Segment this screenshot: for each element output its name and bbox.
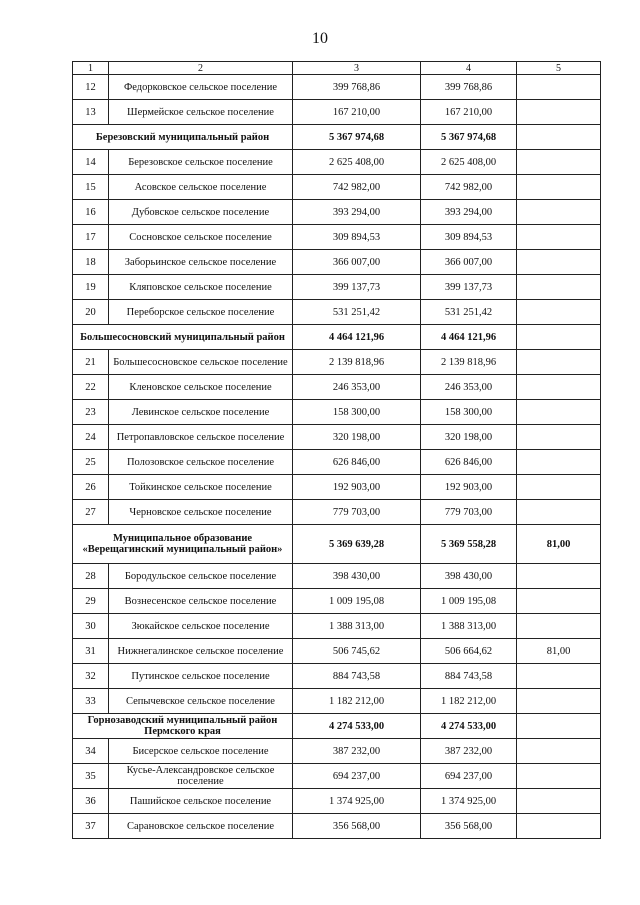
settlement-row: [73, 764, 601, 789]
settlement-row: [73, 400, 601, 425]
amount-col5-cell: [517, 375, 601, 400]
amount-col5-cell: [517, 589, 601, 614]
district-group-row: [73, 714, 601, 739]
header-cell: 1: [73, 62, 109, 75]
row-number-cell: 31: [73, 639, 109, 664]
settlement-row: [73, 350, 601, 375]
row-number-cell: 17: [73, 225, 109, 250]
amount-col5-cell: [517, 475, 601, 500]
page-number: 10: [312, 30, 328, 47]
settlement-row: [73, 500, 601, 525]
settlement-row: [73, 100, 601, 125]
settlement-name-cell: Тойкинское сельское поселение: [109, 475, 293, 500]
amount-col3-cell: 1 009 195,08: [293, 589, 421, 614]
row-number-cell: 20: [73, 300, 109, 325]
settlement-row: [73, 150, 601, 175]
amount-col4-cell: 309 894,53: [421, 225, 517, 250]
amount-col4-cell: 626 846,00: [421, 450, 517, 475]
amount-col5-cell: [517, 150, 601, 175]
amount-col3-cell: 742 982,00: [293, 175, 421, 200]
amount-col4-cell: 1 374 925,00: [421, 789, 517, 814]
settlement-row: [73, 564, 601, 589]
amount-col3-cell: 192 903,00: [293, 475, 421, 500]
settlement-row: [73, 639, 601, 664]
settlement-row: [73, 300, 601, 325]
amount-col4-cell: 246 353,00: [421, 375, 517, 400]
row-number-cell: 23: [73, 400, 109, 425]
settlement-name-cell: Кленовское сельское поселение: [109, 375, 293, 400]
amount-col5-cell: [517, 714, 601, 739]
amount-col3-cell: 4 464 121,96: [293, 325, 421, 350]
district-name-cell: Березовский муниципальный район: [73, 125, 293, 150]
settlement-row: [73, 175, 601, 200]
settlement-name-cell: Асовское сельское поселение: [109, 175, 293, 200]
amount-col4-cell: 694 237,00: [421, 764, 517, 789]
settlement-row: [73, 75, 601, 100]
header-cell: 2: [109, 62, 293, 75]
amount-col3-cell: 387 232,00: [293, 739, 421, 764]
amount-col5-cell: [517, 275, 601, 300]
settlement-name-cell: Березовское сельское поселение: [109, 150, 293, 175]
settlement-row: [73, 814, 601, 839]
settlement-row: [73, 375, 601, 400]
amount-col5-cell: [517, 325, 601, 350]
amount-col4-cell: 2 625 408,00: [421, 150, 517, 175]
settlement-row: [73, 275, 601, 300]
district-name-cell: Горнозаводский муниципальный район Пермского края: [73, 714, 293, 739]
row-number-cell: 15: [73, 175, 109, 200]
table-body: [73, 62, 601, 839]
settlement-name-cell: Бородульское сельское поселение: [109, 564, 293, 589]
row-number-cell: 27: [73, 500, 109, 525]
amount-col4-cell: 884 743,58: [421, 664, 517, 689]
row-number-cell: 19: [73, 275, 109, 300]
amount-col5-cell: [517, 614, 601, 639]
settlement-name-cell: Черновское сельское поселение: [109, 500, 293, 525]
settlement-name-cell: Переборское сельское поселение: [109, 300, 293, 325]
amount-col4-cell: 742 982,00: [421, 175, 517, 200]
amount-col5-cell: [517, 664, 601, 689]
settlement-row: [73, 689, 601, 714]
row-number-cell: 16: [73, 200, 109, 225]
amount-col4-cell: 398 430,00: [421, 564, 517, 589]
amount-col3-cell: 5 367 974,68: [293, 125, 421, 150]
settlement-name-cell: Сепычевское сельское поселение: [109, 689, 293, 714]
settlement-name-cell: Кляповское сельское поселение: [109, 275, 293, 300]
settlement-name-cell: Пашийское сельское поселение: [109, 789, 293, 814]
row-number-cell: 30: [73, 614, 109, 639]
settlement-row: [73, 450, 601, 475]
settlement-row: [73, 739, 601, 764]
settlement-name-cell: Большесосновское сельское поселение: [109, 350, 293, 375]
settlement-row: [73, 589, 601, 614]
amount-col4-cell: 2 139 818,96: [421, 350, 517, 375]
amount-col3-cell: 356 568,00: [293, 814, 421, 839]
amount-col5-cell: [517, 500, 601, 525]
district-name-cell: Большесосновский муниципальный район: [73, 325, 293, 350]
row-number-cell: 21: [73, 350, 109, 375]
amount-col5-cell: [517, 739, 601, 764]
amount-col3-cell: 694 237,00: [293, 764, 421, 789]
district-group-row: [73, 525, 601, 564]
amount-col3-cell: 158 300,00: [293, 400, 421, 425]
amount-col4-cell: 393 294,00: [421, 200, 517, 225]
settlement-name-cell: Дубовское сельское поселение: [109, 200, 293, 225]
district-group-row: [73, 325, 601, 350]
amount-col3-cell: 1 182 212,00: [293, 689, 421, 714]
amount-col5-cell: [517, 175, 601, 200]
amount-col5-cell: 81,00: [517, 639, 601, 664]
amount-col3-cell: 246 353,00: [293, 375, 421, 400]
amount-col3-cell: 779 703,00: [293, 500, 421, 525]
amount-col3-cell: 2 139 818,96: [293, 350, 421, 375]
row-number-cell: 37: [73, 814, 109, 839]
amount-col4-cell: 399 768,86: [421, 75, 517, 100]
amount-col3-cell: 309 894,53: [293, 225, 421, 250]
row-number-cell: 29: [73, 589, 109, 614]
amount-col4-cell: 779 703,00: [421, 500, 517, 525]
amount-col4-cell: 4 274 533,00: [421, 714, 517, 739]
amount-col5-cell: [517, 564, 601, 589]
amount-col3-cell: 884 743,58: [293, 664, 421, 689]
settlement-name-cell: Вознесенское сельское поселение: [109, 589, 293, 614]
row-number-cell: 32: [73, 664, 109, 689]
amount-col4-cell: 4 464 121,96: [421, 325, 517, 350]
amount-col5-cell: [517, 100, 601, 125]
settlement-row: [73, 200, 601, 225]
amount-col5-cell: [517, 789, 601, 814]
row-number-cell: 35: [73, 764, 109, 789]
amount-col5-cell: [517, 425, 601, 450]
amount-col4-cell: 531 251,42: [421, 300, 517, 325]
amount-col4-cell: 399 137,73: [421, 275, 517, 300]
settlement-name-cell: Левинское сельское поселение: [109, 400, 293, 425]
amount-col5-cell: [517, 75, 601, 100]
amount-col4-cell: 5 369 558,28: [421, 525, 517, 564]
amount-col5-cell: [517, 450, 601, 475]
amount-col3-cell: 1 388 313,00: [293, 614, 421, 639]
row-number-cell: 24: [73, 425, 109, 450]
amount-col5-cell: [517, 125, 601, 150]
row-number-cell: 33: [73, 689, 109, 714]
amount-col5-cell: [517, 250, 601, 275]
amount-col5-cell: [517, 689, 601, 714]
amount-col4-cell: 1 182 212,00: [421, 689, 517, 714]
header-cell: 3: [293, 62, 421, 75]
row-number-cell: 14: [73, 150, 109, 175]
district-name-cell: Муниципальное образование «Верещагинский муниципальный район»: [73, 525, 293, 564]
amount-col3-cell: 531 251,42: [293, 300, 421, 325]
amount-col5-cell: 81,00: [517, 525, 601, 564]
settlement-name-cell: Нижнегалинское сельское поселение: [109, 639, 293, 664]
amount-col4-cell: 5 367 974,68: [421, 125, 517, 150]
settlement-row: [73, 425, 601, 450]
amount-col5-cell: [517, 300, 601, 325]
settlement-row: [73, 250, 601, 275]
row-number-cell: 22: [73, 375, 109, 400]
settlement-name-cell: Сарановское сельское поселение: [109, 814, 293, 839]
settlement-name-cell: Федорковское сельское поселение: [109, 75, 293, 100]
row-number-cell: 28: [73, 564, 109, 589]
settlement-name-cell: Заборьинское сельское поселение: [109, 250, 293, 275]
header-cell: 5: [517, 62, 601, 75]
settlement-name-cell: Путинское сельское поселение: [109, 664, 293, 689]
amount-col3-cell: 167 210,00: [293, 100, 421, 125]
settlement-row: [73, 225, 601, 250]
header-cell: 4: [421, 62, 517, 75]
settlement-row: [73, 789, 601, 814]
amount-col5-cell: [517, 350, 601, 375]
row-number-cell: 13: [73, 100, 109, 125]
settlement-name-cell: Кусье-Александровское сельское поселение: [109, 764, 293, 789]
amount-col4-cell: 506 664,62: [421, 639, 517, 664]
amount-col4-cell: 1 388 313,00: [421, 614, 517, 639]
row-number-cell: 12: [73, 75, 109, 100]
amount-col3-cell: 506 745,62: [293, 639, 421, 664]
amount-col3-cell: 320 198,00: [293, 425, 421, 450]
amount-col5-cell: [517, 400, 601, 425]
settlement-row: [73, 614, 601, 639]
row-number-cell: 18: [73, 250, 109, 275]
amount-col3-cell: 393 294,00: [293, 200, 421, 225]
amount-col3-cell: 626 846,00: [293, 450, 421, 475]
amount-col3-cell: 1 374 925,00: [293, 789, 421, 814]
settlement-name-cell: Зюкайское сельское поселение: [109, 614, 293, 639]
amount-col4-cell: 356 568,00: [421, 814, 517, 839]
district-group-row: [73, 125, 601, 150]
amount-col5-cell: [517, 764, 601, 789]
settlement-name-cell: Полозовское сельское поселение: [109, 450, 293, 475]
amount-col4-cell: 320 198,00: [421, 425, 517, 450]
amount-col3-cell: 4 274 533,00: [293, 714, 421, 739]
amount-col3-cell: 399 768,86: [293, 75, 421, 100]
amount-col3-cell: 398 430,00: [293, 564, 421, 589]
amount-col4-cell: 387 232,00: [421, 739, 517, 764]
amount-col4-cell: 192 903,00: [421, 475, 517, 500]
amount-col5-cell: [517, 200, 601, 225]
amount-col5-cell: [517, 225, 601, 250]
amount-col4-cell: 1 009 195,08: [421, 589, 517, 614]
settlement-name-cell: Сосновское сельское поселение: [109, 225, 293, 250]
amount-col3-cell: 366 007,00: [293, 250, 421, 275]
settlement-name-cell: Шермейское сельское поселение: [109, 100, 293, 125]
settlement-name-cell: Петропавловское сельское поселение: [109, 425, 293, 450]
amount-col3-cell: 5 369 639,28: [293, 525, 421, 564]
amount-col4-cell: 167 210,00: [421, 100, 517, 125]
amount-col5-cell: [517, 814, 601, 839]
row-number-cell: 36: [73, 789, 109, 814]
settlement-row: [73, 664, 601, 689]
amount-col4-cell: 158 300,00: [421, 400, 517, 425]
column-number-header: [73, 62, 601, 75]
settlement-row: [73, 475, 601, 500]
row-number-cell: 26: [73, 475, 109, 500]
row-number-cell: 25: [73, 450, 109, 475]
settlement-name-cell: Бисерское сельское поселение: [109, 739, 293, 764]
amount-col4-cell: 366 007,00: [421, 250, 517, 275]
budget-table: [72, 61, 601, 839]
amount-col3-cell: 2 625 408,00: [293, 150, 421, 175]
amount-col3-cell: 399 137,73: [293, 275, 421, 300]
row-number-cell: 34: [73, 739, 109, 764]
